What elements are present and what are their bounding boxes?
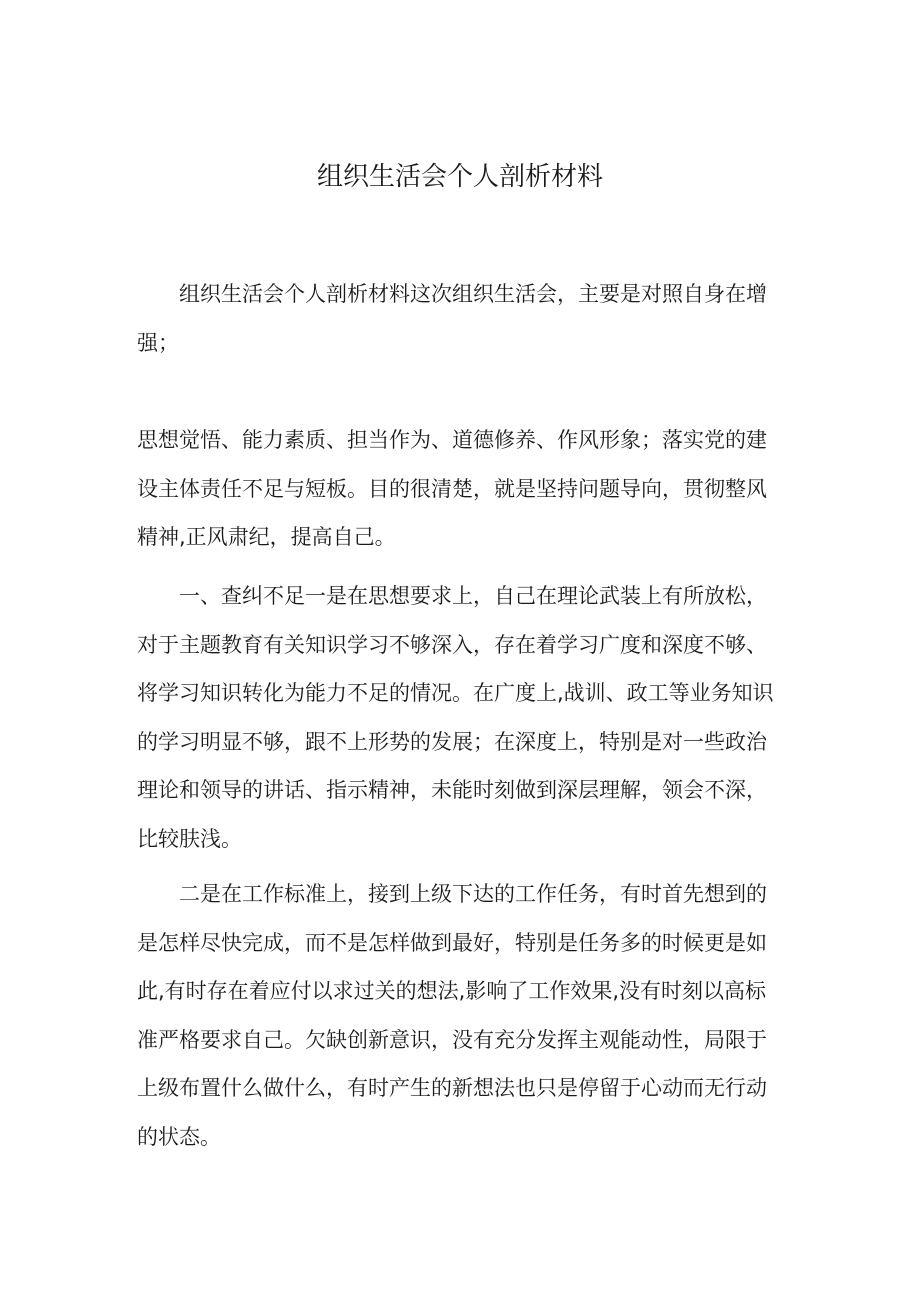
paragraph-purpose: 思想觉悟、能力素质、担当作为、道德修养、作风形象；落实党的建设主体责任不足与短板。目的很清楚，就是坚持问题导向，贯彻整风精神,正风肃纪，提高自己。 xyxy=(137,428,767,549)
paragraph-intro: 组织生活会个人剖析材料这次组织生活会，主要是对照自身在增强； xyxy=(137,282,767,355)
document-title: 组织生活会个人剖析材料 xyxy=(316,162,603,192)
paragraph-work-standard: 二是在工作标准上，接到上级下达的工作任务，有时首先想到的是怎样尽快完成，而不是怎样做到最好，特别是任务多的时候更是如此,有时存在着应付以求过关的想法,影响了工作效果,没有时刻以高标准严格要求自己。欠缺创新意识，没有充分发挥主观能动性，局限于上级布置什么做什么，有时产生的新想法也只是停留于心动而无行动的状态。 xyxy=(137,882,767,1149)
paragraph-section-one: 一、查纠不足一是在思想要求上，自己在理论武装上有所放松，对于主题教育有关知识学习不够深入，存在着学习广度和深度不够、将学习知识转化为能力不足的情况。在广度上,战训、政工等业务知识的学习明显不够，跟不上形势的发展；在深度上，特别是对一些政治理论和领导的讲话、指示精神，未能时刻做到深层理解，领会不深，比较肤浅。 xyxy=(137,584,774,851)
